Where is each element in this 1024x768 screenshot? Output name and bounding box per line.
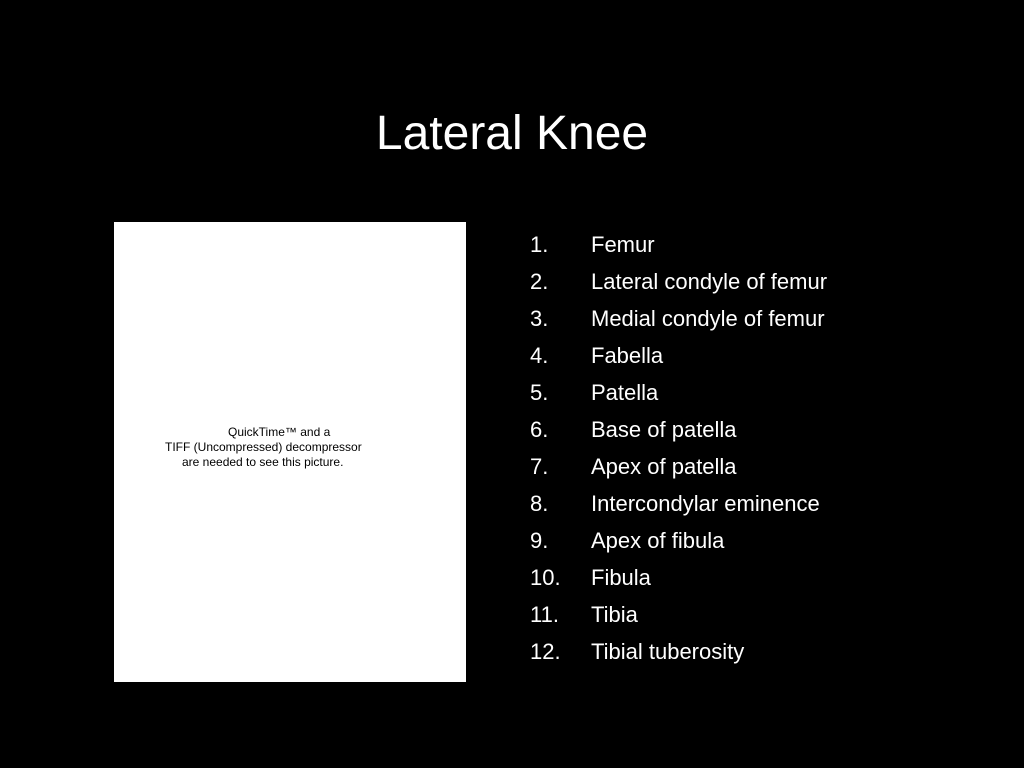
list-item-number: 7.	[530, 454, 549, 479]
list-item-number: 9.	[530, 528, 549, 553]
list-item-number: 6.	[530, 417, 549, 442]
list-item-number: 1.	[530, 232, 549, 257]
list-item-number: 5.	[530, 380, 549, 405]
list-item-number: 3.	[530, 306, 549, 331]
list-item	[530, 411, 827, 448]
list-item	[530, 485, 827, 522]
list-item	[530, 596, 827, 633]
list-item	[530, 559, 827, 596]
list-item-number: 2.	[530, 269, 549, 294]
list-item-label: Lateral condyle of femur	[591, 269, 828, 294]
list-item-label: Femur	[591, 232, 655, 257]
placeholder-line-1: QuickTime™ and a	[228, 425, 331, 439]
list-item-label: Medial condyle of femur	[591, 306, 825, 331]
list-item-label: Tibial tuberosity	[591, 639, 745, 664]
list-item	[530, 226, 827, 263]
list-item-label: Apex of patella	[591, 454, 737, 479]
placeholder-message	[114, 425, 466, 470]
list-item-number: 11.	[530, 602, 559, 627]
list-item-label: Apex of fibula	[591, 528, 725, 553]
list-item-number: 4.	[530, 343, 549, 368]
list-item	[530, 300, 827, 337]
list-item-label: Intercondylar eminence	[591, 491, 820, 516]
missing-picture-placeholder	[114, 222, 466, 682]
list-item	[530, 448, 827, 485]
list-item-number: 8.	[530, 491, 549, 516]
list-item-number: 10.	[530, 565, 561, 590]
list-item-number: 12.	[530, 639, 561, 664]
slide-title: Lateral Knee	[375, 107, 649, 160]
placeholder-line-2: TIFF (Uncompressed) decompressor	[165, 440, 362, 454]
list-item	[530, 633, 827, 670]
list-item	[530, 374, 827, 411]
list-item-label: Tibia	[591, 602, 638, 627]
list-item-label: Base of patella	[591, 417, 737, 442]
list-item-label: Patella	[591, 380, 659, 405]
anatomy-label-list	[530, 226, 827, 670]
list-item-label: Fibula	[591, 565, 651, 590]
list-item	[530, 263, 827, 300]
list-item	[530, 522, 827, 559]
list-item	[530, 337, 827, 374]
list-item-label: Fabella	[591, 343, 664, 368]
placeholder-line-3: are needed to see this picture.	[182, 455, 344, 469]
